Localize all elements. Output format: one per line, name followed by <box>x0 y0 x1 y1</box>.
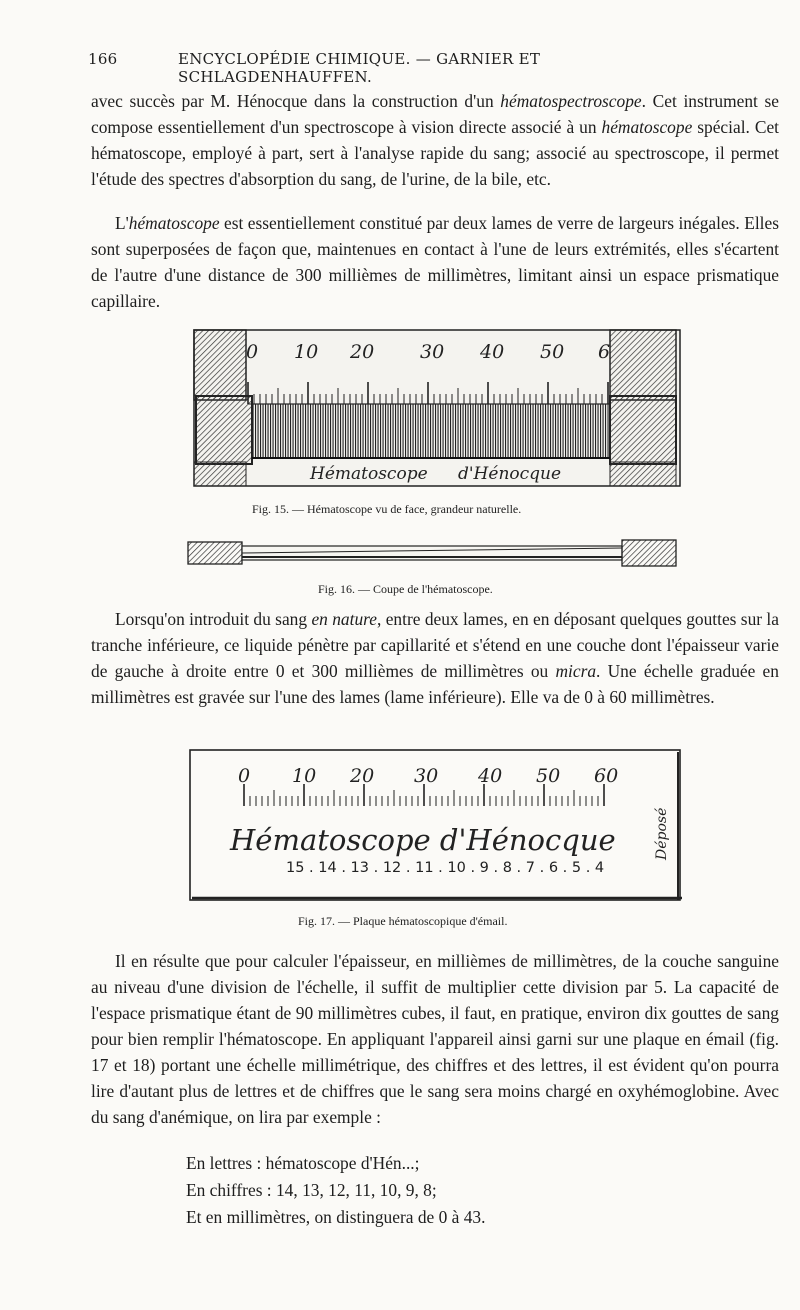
plate-label-40: 40 <box>478 765 503 787</box>
plate-stamp: Déposé <box>654 807 670 860</box>
paragraph-3: Lorsqu'on introduit du sang en nature, entre deux lames, en en déposant quelques gouttes sur la tranche inférieure, ce liquide pénètre par capillarité et s'étend en une couche dont l'épaisseur varie de gauche à droite entre 0 et 300 millièmes de millimètres ou micra. Une échelle graduée en millimètres est gravée sur l'une des lames (lame inférieure). Elle va de 0 à 60 millimètres. <box>91 609 779 707</box>
plate-label-50: 50 <box>536 765 561 787</box>
plate-label-0: 0 <box>238 765 251 787</box>
paragraph-2: L'hématoscope est essentiellement constitué par deux lames de verre de largeurs inégales. Elles sont superposées de façon que, maintenues en contact à l'une de leurs extrémités, elles s'écartent de l'autre d'une distance de 300 millièmes de millimètres, limitant ainsi un espace prismatique capillaire. <box>91 213 779 311</box>
list-item-letters: En lettres : hématoscope d'Hén...; <box>186 1153 420 1173</box>
plate-label-10: 10 <box>292 765 317 787</box>
scale-label-6: 6 <box>598 341 611 363</box>
scale-label-50: 50 <box>540 341 565 363</box>
scale-label-0: 0 <box>246 341 259 363</box>
paragraph-1: avec succès par M. Hénocque dans la construction d'un hématospectroscope. Cet instrument se compose essentiellement d'un spectroscope à vision directe associé à un hématoscope spécial. Cet hématoscope, employé à part, sert à l'analyse rapide du sang; associé au spectroscope, il permet l'étude des spectres d'absorption du sang, de l'urine, de la bile, etc. <box>91 91 779 189</box>
page-number: 166 <box>88 50 118 68</box>
fig17-caption: Fig. 17. — Plaque hématoscopique d'émail. <box>298 914 508 928</box>
fig15-caption: Fig. 15. — Hématoscope vu de face, grandeur naturelle. <box>252 502 522 516</box>
paragraph-4: Il en résulte que pour calculer l'épaisseur, en millièmes de millimètres, de la couche sanguine au niveau d'une division de l'échelle, il suffit de multiplier cette division par 5. La capacité de l'espace prismatique étant de 90 millimètres cubes, il faut, en pratique, environ dix gouttes de sang pour bien remplir l'hématoscope. En appliquant l'appareil ainsi garni sur une plaque en émail (fig. 17 et 18) portant une échelle millimétrique, des chiffres et des lettres, il est évident qu'on pourra lire d'autant plus de lettres et de chiffres que le sang sera moins chargé en oxyhémoglobine. Avec du sang d'anémique, on lira par exemple : <box>91 951 779 1127</box>
list-item-millimeters: Et en millimètres, on distinguera de 0 à 43. <box>186 1207 486 1227</box>
hematoscope-front-view <box>190 326 690 492</box>
plate-label-30: 30 <box>414 765 439 787</box>
figure-17 <box>188 748 684 910</box>
scale-label-20: 20 <box>350 341 375 363</box>
figure-15 <box>190 326 690 496</box>
inscription-hematoscope: Hématoscope <box>310 464 428 484</box>
plate-label-20: 20 <box>350 765 375 787</box>
enamel-plate <box>188 748 684 906</box>
hematoscope-cross-section <box>186 536 682 570</box>
list-item-numbers: En chiffres : 14, 13, 12, 11, 10, 9, 8; <box>186 1180 437 1200</box>
inscription-henocque: d'Hénocque <box>458 464 562 484</box>
plate-inscription: Hématoscope d'Hénocque <box>230 823 616 857</box>
plate-label-60: 60 <box>594 765 619 787</box>
plate-numbers: 15 . 14 . 13 . 12 . 11 . 10 . 9 . 8 . 7 . 6 . 5 . 4 <box>286 860 605 876</box>
scale-label-30: 30 <box>420 341 445 363</box>
scale-label-40: 40 <box>480 341 505 363</box>
example-list <box>186 1150 485 1231</box>
running-title: ENCYCLOPÉDIE CHIMIQUE. — GARNIER ET SCHLAGDENHAUFFEN. <box>178 50 541 86</box>
figure-16 <box>186 536 682 574</box>
scale-label-10: 10 <box>294 341 319 363</box>
fig16-caption: Fig. 16. — Coupe de l'hématoscope. <box>318 582 493 596</box>
